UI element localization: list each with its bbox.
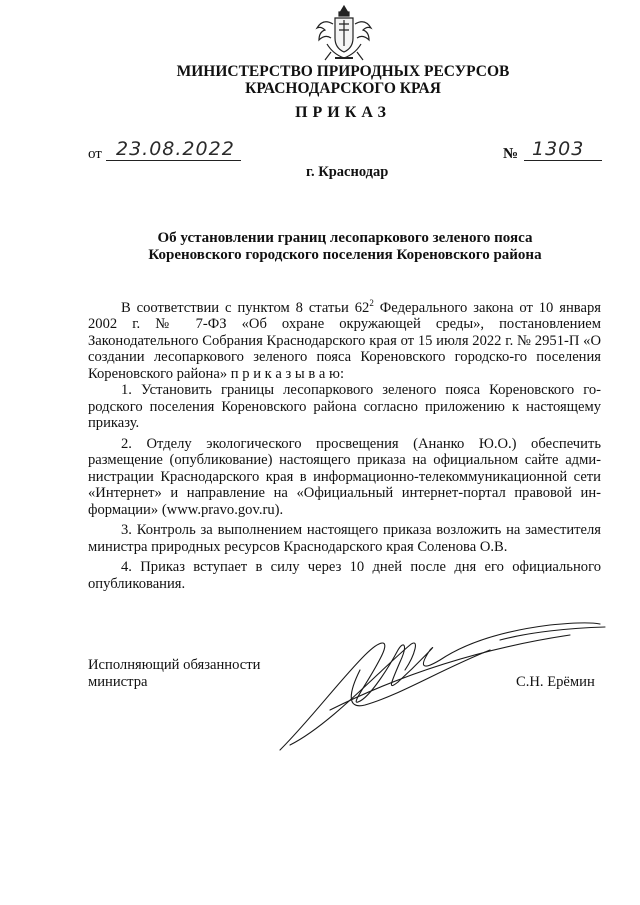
intro-text-a: В соответствии с пунктом 8 статьи 62 [121, 299, 370, 316]
intro-text-b: Федерального закона от 10 января 2002 г. № 7-ФЗ «Об охране окружающей среды», постановлением Законодательного Собрания Краснодарского края от 15 июля 2022 г. № 2951-П «О создании лесопаркового зеленого пояса Кореновского городско-го поселения Кореновского района» п р и к а з ы в а ю: [88, 299, 601, 382]
item-2: 2. Отделу экологического просвещения (Ананко Ю.О.) обеспечить размещение (опубликование) настоящего приказа на официальном сайте адми-нистрации Краснодарского края в информационно-телекоммуникационной сети «Интернет» и направление на «Официальный интернет-портал правовой ин-формации» (www.pravo.gov.ru). [88, 435, 601, 518]
order-title-line2: Кореновского городского поселения Кореновского района [148, 247, 542, 263]
intro-paragraph [88, 295, 601, 382]
ministry-name-line2: КРАСНОДАРСКОГО КРАЯ [245, 80, 441, 97]
ministry-name-line1: МИНИСТЕРСТВО ПРИРОДНЫХ РЕСУРСОВ [176, 63, 510, 80]
order-title-line1: Об установлении границ лесопаркового зеленого пояса [157, 230, 533, 246]
date-underline [106, 160, 241, 161]
signer-role-line2: министра [88, 674, 148, 690]
intro-superscript: 2 [369, 298, 374, 308]
item-3: 3. Контроль за выполнением настоящего приказа возложить на заместителя министра природных ресурсов Краснодарского края Соленова О.В. [88, 522, 601, 555]
signer-name: С.Н. Ерёмин [516, 674, 595, 690]
date-label: от [88, 146, 102, 162]
item-4: 4. Приказ вступает в силу через 10 дней после дня его официального опубликования. [88, 559, 601, 592]
document-type: ПРИКАЗ [295, 104, 391, 121]
number-underline [524, 160, 602, 161]
handwritten-signature [270, 610, 610, 760]
item-1: 1. Установить границы лесопаркового зеленого пояса Кореновского го-родского поселения Кореновского района согласно приложению к настоящему приказу. [88, 382, 601, 432]
order-date: 23.08.2022 [116, 138, 235, 160]
city: г. Краснодар [306, 164, 389, 180]
order-number: 1303 [532, 138, 585, 160]
coat-of-arms-icon [313, 4, 375, 64]
order-body [88, 295, 601, 592]
signer-role [88, 657, 260, 691]
number-label: № [503, 146, 519, 162]
signer-role-line1: Исполняющий обязанности [88, 657, 261, 673]
